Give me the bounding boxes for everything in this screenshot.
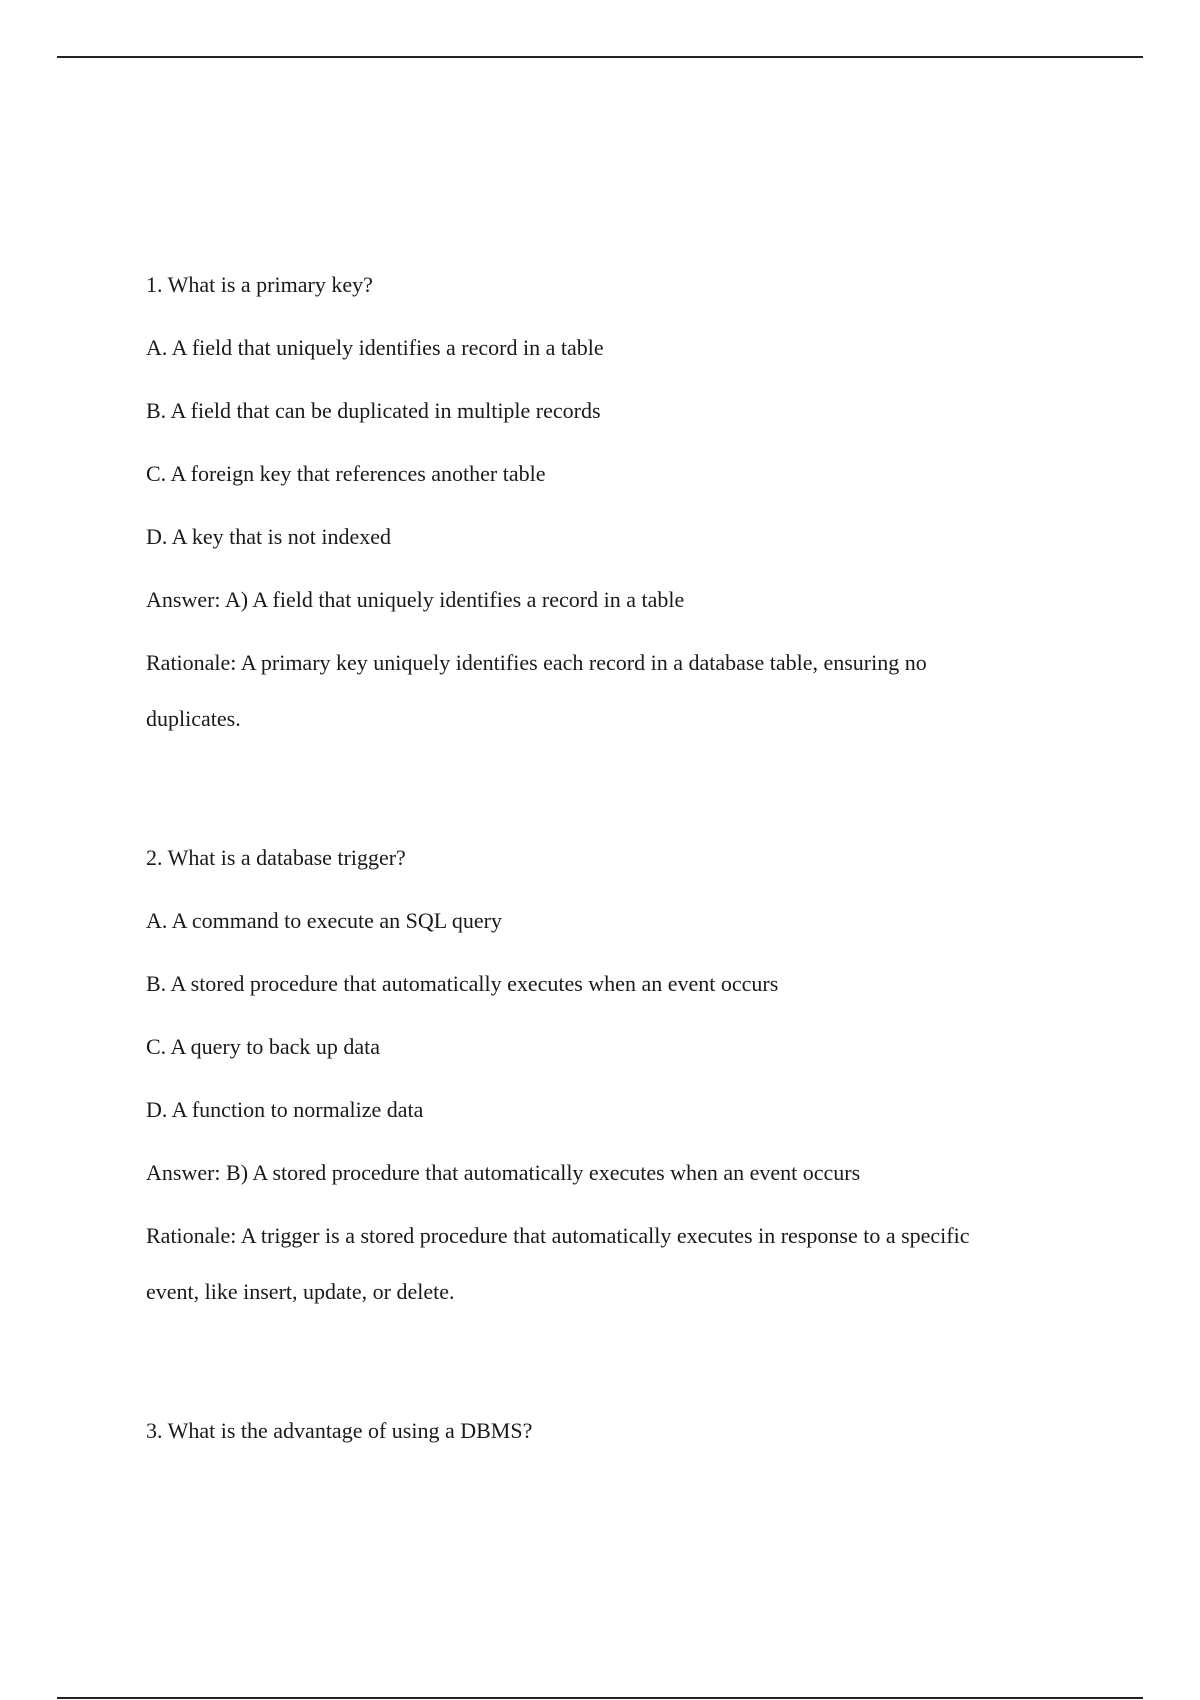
question-spacer <box>146 1320 1086 1416</box>
option-a: A. A command to execute an SQL query <box>146 908 502 933</box>
document-body <box>146 270 1086 1479</box>
question-block-2 <box>146 843 1086 1320</box>
header-rule <box>57 56 1143 58</box>
option-c: C. A query to back up data <box>146 1034 381 1059</box>
option-d: D. A function to normalize data <box>146 1097 424 1122</box>
question-text: 2. What is a database trigger? <box>146 845 406 870</box>
rationale-line-2: event, like insert, update, or delete. <box>146 1279 455 1304</box>
rationale-line-1: Rationale: A primary key uniquely identifies each record in a database table, ensuring no <box>146 650 927 675</box>
question-text: 1. What is a primary key? <box>146 272 373 297</box>
question-block-1 <box>146 270 1086 747</box>
question-spacer <box>146 747 1086 843</box>
option-d: D. A key that is not indexed <box>146 524 392 549</box>
answer-text: Answer: B) A stored procedure that automatically executes when an event occurs <box>146 1160 861 1185</box>
rationale-line-1: Rationale: A trigger is a stored procedure that automatically executes in response to a specific <box>146 1223 970 1248</box>
rationale-text <box>146 1208 1086 1320</box>
answer-text: Answer: A) A field that uniquely identifies a record in a table <box>146 587 685 612</box>
rationale-line-2: duplicates. <box>146 706 241 731</box>
question-text: 3. What is the advantage of using a DBMS? <box>146 1418 533 1443</box>
option-b: B. A stored procedure that automatically executes when an event occurs <box>146 971 779 996</box>
question-block-3 <box>146 1416 1086 1446</box>
footer-rule <box>57 1697 1143 1699</box>
rationale-text <box>146 635 1086 747</box>
option-c: C. A foreign key that references another table <box>146 461 546 486</box>
option-b: B. A field that can be duplicated in multiple records <box>146 398 601 423</box>
option-a: A. A field that uniquely identifies a record in a table <box>146 335 604 360</box>
